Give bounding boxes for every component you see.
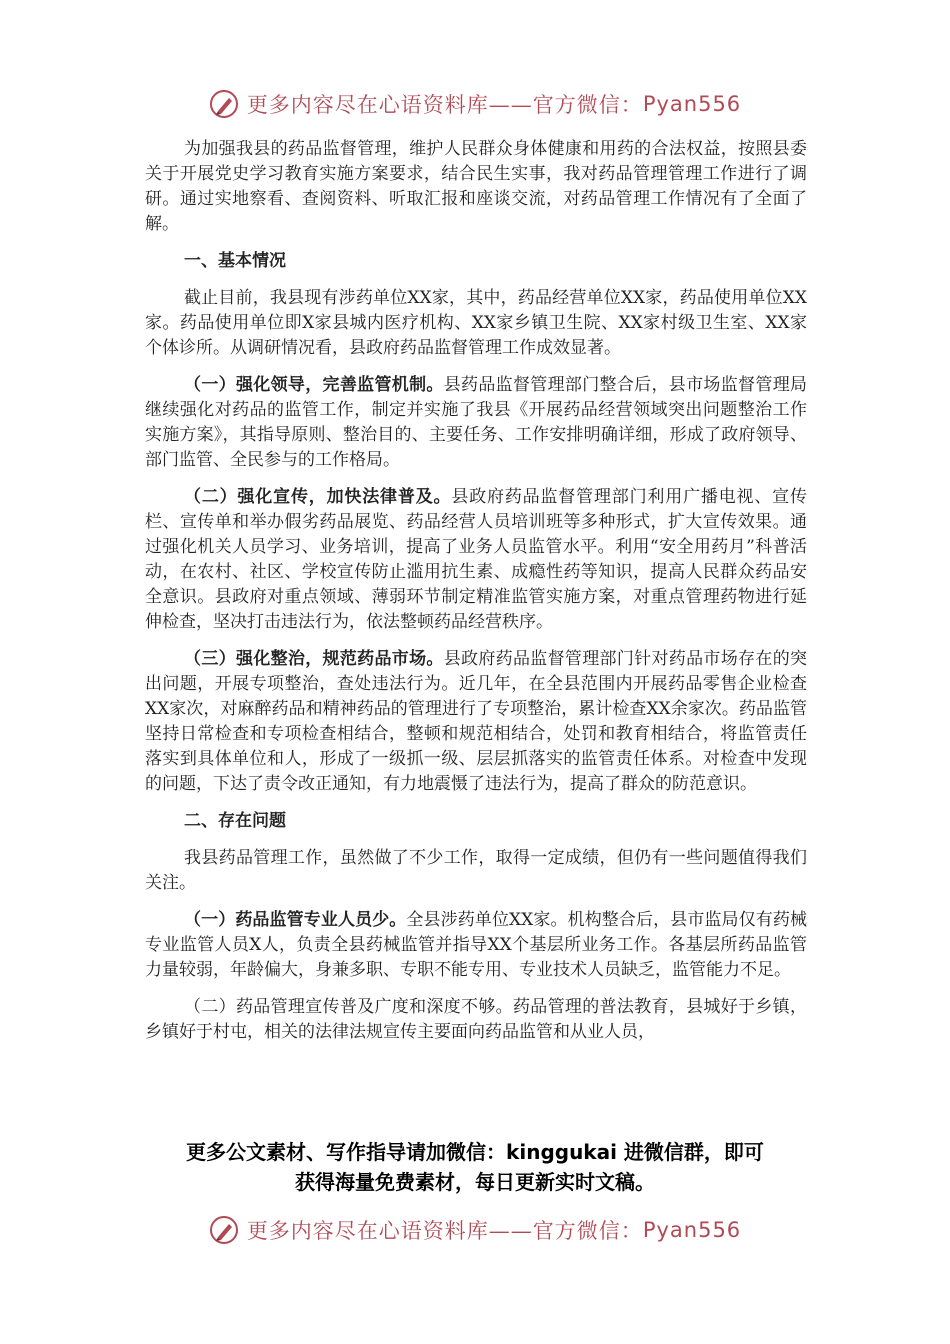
section1-item1 xyxy=(145,373,807,473)
section1-item3-lead: （三）强化整治，规范药品市场。 xyxy=(184,649,444,669)
footer-watermark xyxy=(0,1210,950,1250)
pen-logo-icon xyxy=(209,89,239,119)
section2-intro: 我县药品管理工作，虽然做了不少工作，取得一定成绩，但仍有一些问题值得我们关注。 xyxy=(145,848,807,893)
section1-item3 xyxy=(145,647,807,797)
section2-heading: 二、存在问题 xyxy=(184,811,286,831)
watermark-text: 更多内容尽在心语资料库——官方微信： xyxy=(246,1219,643,1243)
watermark-text: 更多内容尽在心语资料库——官方微信： xyxy=(246,93,643,117)
section1-intro: 截止目前，我县现有涉药单位XX家，其中，药品经营单位XX家，药品使用单位XX家。药品使用单位即X家县城内医疗机构、XX家乡镇卫生院、XX家村级卫生室、XX家个体诊所。从调研情况看，县政府药品监督管理工作成效显著。 xyxy=(145,288,807,358)
section1-item2-lead: （二）强化宣传，加快法律普及。 xyxy=(184,487,452,507)
document-body xyxy=(145,137,807,1057)
intro-paragraph: 为加强我县的药品监督管理，维护人民群众身体健康和用药的合法权益，按照县委关于开展党史学习教育实施方案要求，结合民生实事，我对药品管理管理工作进行了调研。通过实地察看、查阅资料、听取汇报和座谈交流，对药品管理工作情况有了全面了解。 xyxy=(145,139,807,234)
watermark-wechat: Pyan556 xyxy=(642,1218,742,1242)
section1-item3-text: 县政府药品监督管理部门针对药品市场存在的突出问题，开展专项整治，查处违法行为。近几年，在全县范围内开展药品零售企业检查XX家次，对麻醉药品和精神药品的管理进行了专项整治，累计检查XX余家次。药品监管坚持日常检查和专项检查相结合，整顿和规范相结合，处罚和教育相结合，将监管责任落实到具体单位和人，形成了一级抓一级、层层抓落实的监管责任体系。对检查中发现的问题，下达了责令改正通知，有力地震慑了违法行为，提高了群众的防范意识。 xyxy=(145,649,808,794)
section1-item1-lead: （一）强化领导，完善监管机制。 xyxy=(184,375,444,395)
section2-item1-text: 全县涉药单位XX家。机构整合后，县市监局仅有药械专业监管人员X人，负责全县药械监管并指导XX个基层所业务工作。各基层所药品监管力量较弱，年龄偏大，身兼多职、专职不能专用、专业技术人员缺乏，监管能力不足。 xyxy=(145,910,807,980)
pen-logo-icon xyxy=(209,1215,239,1245)
section1-item1-text: 县药品监督管理部门整合后，县市场监督管理局继续强化对药品的监管工作，制定并实施了我县《开展药品经营领域突出问题整治工作实施方案》，其指导原则、整治目的、主要任务、工作安排明确详细，形成了政府领导、部门监管、全民参与的工作格局。 xyxy=(145,375,808,470)
section1-heading: 一、基本情况 xyxy=(184,251,286,271)
promo-banner xyxy=(120,1137,830,1197)
section1-item2 xyxy=(145,485,807,635)
header-watermark xyxy=(0,84,950,124)
section2-item2: （二）药品管理宣传普及广度和深度不够。药品管理的普法教育，县城好于乡镇，乡镇好于村屯，相关的法律法规宣传主要面向药品监管和从业人员， xyxy=(145,997,807,1042)
section2-item1 xyxy=(145,908,807,983)
promo-line1: 更多公文素材、写作指导请加微信：kinggukai 进微信群，即可 xyxy=(186,1140,764,1164)
watermark-wechat: Pyan556 xyxy=(642,92,742,116)
section2-item1-lead: （一）药品监管专业人员少。 xyxy=(184,910,407,930)
section1-item2-text: 县政府药品监督管理部门利用广播电视、宣传栏、宣传单和举办假劣药品展览、药品经营人员培训班等多种形式，扩大宣传效果。通过强化机关人员学习、业务培训，提高了业务人员监管水平。利用“安全用药月”科普活动，在农村、社区、学校宣传防止滥用抗生素、成瘾性药等知识，提高人民群众药品安全意识。县政府对重点领域、薄弱环节制定精准监管实施方案，对重点管理药物进行延伸检查，坚决打击违法行为，依法整顿药品经营秩序。 xyxy=(145,487,808,632)
promo-line2: 获得海量免费素材，每日更新实时文稿。 xyxy=(295,1170,655,1194)
